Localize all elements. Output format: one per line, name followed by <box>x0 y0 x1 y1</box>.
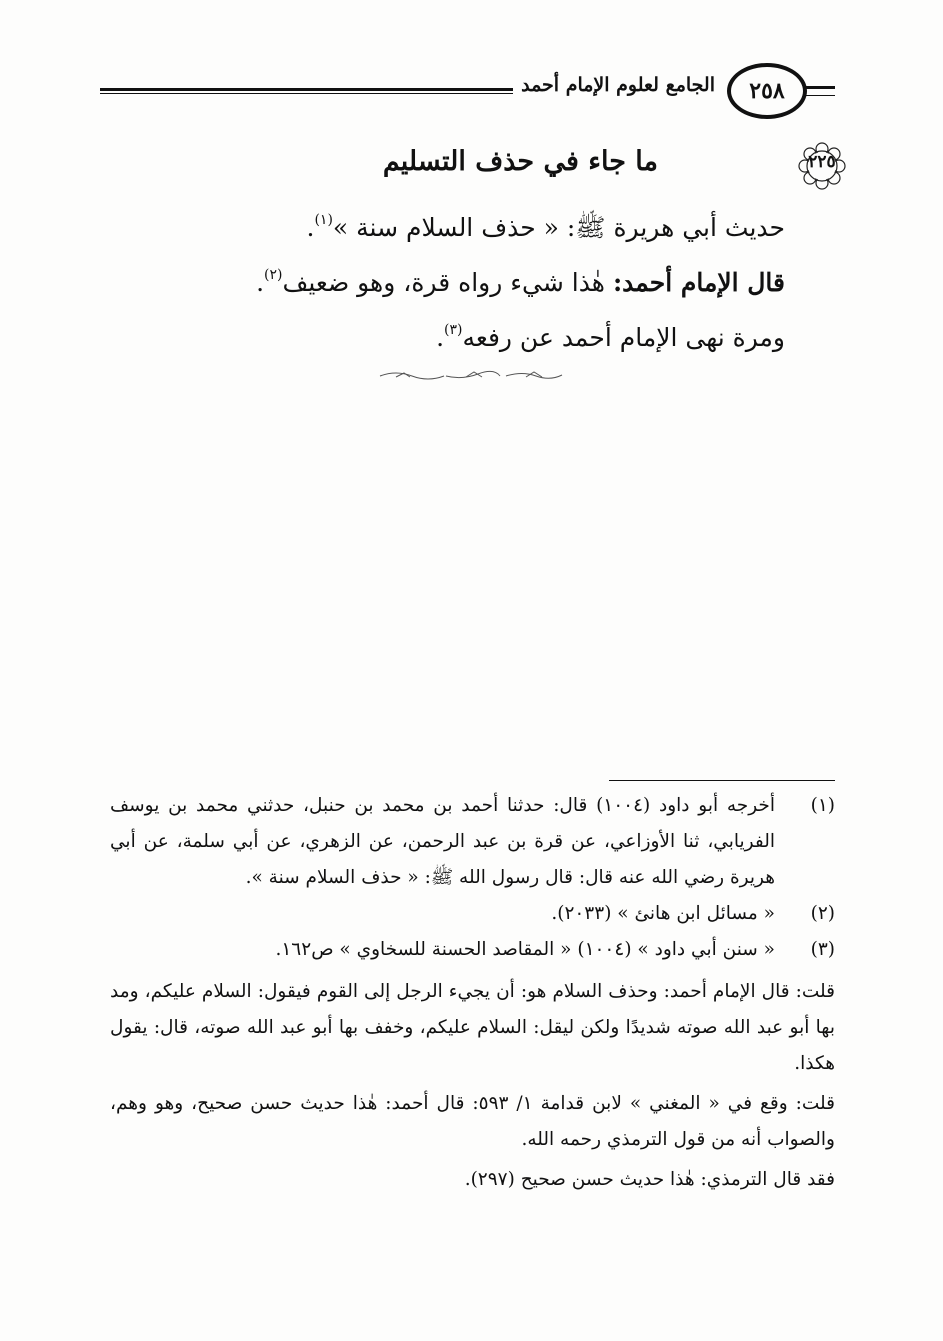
hadith-text: حديث أبي هريرة ﷺ: « حذف السلام سنة » <box>332 213 785 242</box>
section-title: ما جاء في حذف التسليم <box>382 146 658 177</box>
footnote-ref[interactable]: (٢) <box>264 267 283 283</box>
punctuation: . <box>256 268 265 297</box>
footnote-text: « سنن أبي داود » (١٠٠٤) « المقاصد الحسنة للسخاوي » ص١٦٢. <box>275 939 775 960</box>
running-title: الجامع لعلوم الإمام أحمد <box>513 74 723 96</box>
text-line <box>135 310 785 365</box>
note-text: ومرة نهى الإمام أحمد عن رفعه <box>462 323 785 352</box>
main-text <box>135 200 785 365</box>
punctuation: . <box>306 213 315 242</box>
footnote-note: قلت: وقع في « المغني » لابن قدامة ١/ ٥٩٣: قال أحمد: هٰذا حديث حسن صحيح، وهو وهم، والصواب أنه من قول الترمذي رحمه الله. <box>110 1093 836 1150</box>
section-number-ornament <box>796 142 848 190</box>
footnote-number: (٢) <box>810 903 835 924</box>
footnote-note: قلت: قال الإمام أحمد: وحذف السلام هو: أن يجيء الرجل إلى القوم فيقول: السلام عليكم، ومد بها أبو عبد الله صوته شديدًا ولكن ليقل: السلام عليكم، وخفف بها أبو عبد الله صوته، قال: يقول هكذا. <box>110 981 835 1074</box>
speaker-label: قال الإمام أحمد: <box>612 268 785 297</box>
footnote-text: أخرجه أبو داود (١٠٠٤) قال: حدثنا أحمد بن محمد بن حنبل، حدثني محمد بن يوسف الفريابي، ثنا الأوزاعي، عن قرة بن عبد الرحمن، عن الزهري، عن أبي سلمة، عن أبي هريرة رضي الله عنه قال: قال رسول الله ﷺ: « حذف السلام سنة ». <box>110 795 775 888</box>
running-header <box>100 62 835 120</box>
text-line <box>135 255 785 310</box>
footnote-note: فقد قال الترمذي: هٰذا حديث حسن صحيح (٢٩٧). <box>464 1169 835 1190</box>
divider-flourish-icon <box>376 368 566 382</box>
footnote-separator <box>609 780 835 781</box>
footnote-1 <box>110 788 835 896</box>
punctuation: . <box>436 323 445 352</box>
footnote-number: (٣) <box>810 939 835 960</box>
section-heading <box>288 142 848 192</box>
footnote-text: « مسائل ابن هانئ » (٢٠٣٣). <box>551 903 775 924</box>
footnote-ref[interactable]: (٣) <box>444 322 463 338</box>
quote-text: هٰذا شيء رواه قرة، وهو ضعيف <box>282 268 613 297</box>
text-line <box>135 200 785 255</box>
header-rule-end <box>805 86 835 96</box>
footnote-number: (١) <box>810 795 835 816</box>
footnote-ref[interactable]: (١) <box>314 212 333 228</box>
section-number: ٢٢٥ <box>808 152 836 172</box>
footnotes <box>110 788 835 1198</box>
footnote-3 <box>110 932 835 968</box>
page-number: ٢٥٨ <box>727 63 807 119</box>
footnote-2 <box>110 896 835 932</box>
